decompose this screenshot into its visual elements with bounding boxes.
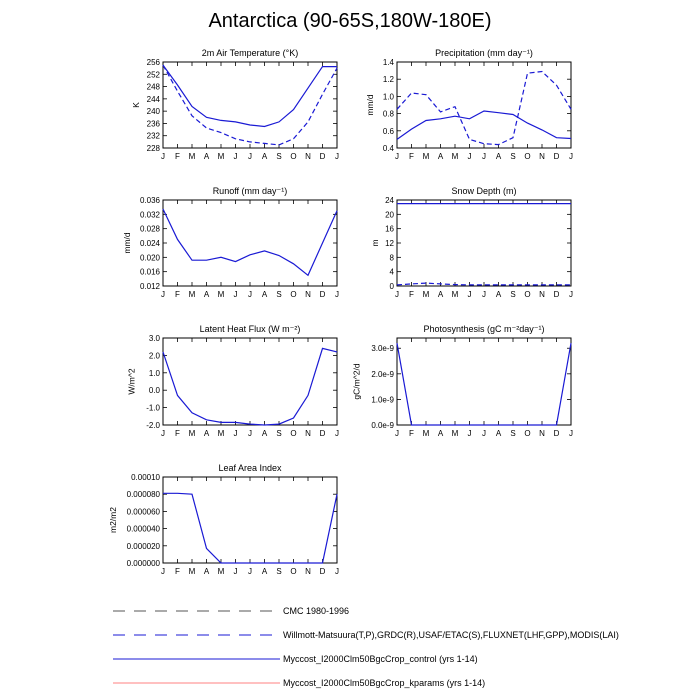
y-tick-label: 20 [385,210,394,220]
x-tick-label: F [409,152,414,161]
x-tick-label: D [319,567,326,576]
y-tick-label: 0.000080 [126,490,160,500]
y-tick-label: 4 [389,267,394,277]
y-tick-label: 0.020 [139,253,160,263]
x-tick-label: F [175,567,180,576]
x-tick-label: J [395,152,399,161]
x-tick-label: J [467,429,472,438]
y-tick-label: 12 [385,239,394,248]
x-tick-label: A [495,429,502,438]
x-tick-label: J [233,152,238,161]
x-tick-label: A [203,152,210,161]
x-tick-label: J [395,429,399,438]
legend [113,606,619,688]
x-tick-label: F [175,152,180,161]
y-axis-label: mm/d [365,94,376,116]
series-line-control [397,111,571,139]
y-axis-label: m2/m2 [108,507,119,533]
plot-frame [163,338,337,425]
x-tick-label: A [261,152,268,161]
series-line-control [163,493,337,563]
y-tick-label: 236 [146,119,160,129]
plot-frame [397,200,571,286]
x-tick-label: N [305,152,311,161]
chart-title: Photosynthesis (gC m⁻²day⁻¹) [423,324,545,334]
x-tick-label: J [467,152,472,161]
x-tick-label: J [335,152,339,161]
x-tick-label: S [276,567,282,576]
y-axis-label: K [131,102,142,108]
x-tick-label: M [422,429,430,438]
y-tick-label: 0.012 [139,282,160,291]
x-tick-label: M [188,429,196,438]
x-tick-label: S [510,152,516,161]
plot-frame [163,477,337,563]
x-tick-label: J [335,567,339,576]
x-tick-label: D [553,429,560,438]
x-tick-label: J [248,290,252,299]
y-axis-label: gC/m^2/d [351,363,362,400]
y-tick-label: 0.8 [382,109,394,119]
x-tick-label: N [539,152,545,161]
legend-label: Willmott-Matsuura(T,P),GRDC(R),USAF/ETAC(S),FLUXNET(LHF,GPP),MODIS(LAI) [283,630,619,640]
y-tick-label: 1.2 [382,75,394,85]
x-tick-label: A [437,152,444,161]
x-tick-label: J [161,152,165,161]
chart-title: Runoff (mm day⁻¹) [212,186,288,196]
x-tick-label: J [395,290,399,299]
chart-panel-4 [127,324,339,438]
y-tick-label: 2.0 [148,351,160,361]
x-tick-label: N [305,567,311,576]
x-tick-label: M [188,290,196,299]
series-line-observed [397,72,571,145]
y-tick-label: 240 [146,107,160,117]
y-tick-label: 232 [146,131,160,141]
series-line-control [163,348,337,425]
x-tick-label: A [261,290,268,299]
x-tick-label: O [524,429,531,438]
x-tick-label: A [437,290,444,299]
x-tick-label: J [467,290,472,299]
x-tick-label: S [510,290,516,299]
x-tick-label: J [233,567,238,576]
x-tick-label: D [553,152,560,161]
y-tick-label: 244 [146,94,160,104]
x-tick-label: A [203,429,210,438]
x-tick-label: J [161,429,165,438]
series-line-control [163,209,337,275]
x-tick-label: J [233,290,238,299]
chart-panel-3 [370,186,573,299]
x-tick-label: J [161,567,165,576]
x-tick-label: N [539,429,545,438]
x-tick-label: J [482,152,486,161]
y-tick-label: 0.036 [139,196,160,205]
y-tick-label: 228 [146,144,160,153]
x-tick-label: M [422,152,430,161]
chart-panel-1 [365,48,573,161]
plot-frame [163,62,337,148]
y-tick-label: 0.000060 [126,507,160,517]
y-tick-label: -1.0 [146,403,160,413]
x-tick-label: J [569,152,573,161]
y-tick-label: 16 [385,224,394,234]
page-title: Antarctica (90-65S,180W-180E) [208,10,492,32]
chart-title: Leaf Area Index [218,463,282,473]
x-tick-label: J [248,152,252,161]
x-tick-label: J [248,429,252,438]
y-tick-label: 0.024 [139,239,160,248]
series-line-observed [163,65,337,145]
x-tick-label: S [276,152,282,161]
x-tick-label: M [217,429,225,438]
plot-frame [163,200,337,286]
x-tick-label: N [539,290,545,299]
x-tick-label: M [188,152,196,161]
y-tick-label: 3.0 [148,334,160,343]
x-tick-label: M [451,290,459,299]
x-tick-label: D [553,290,560,299]
x-tick-label: N [305,429,311,438]
x-tick-label: A [437,429,444,438]
x-tick-label: O [290,290,297,299]
y-tick-label: 0.000000 [126,559,160,568]
x-tick-label: M [188,567,196,576]
x-tick-label: F [409,290,414,299]
y-tick-label: 1.4 [382,58,394,67]
x-tick-label: J [482,290,486,299]
x-tick-label: J [569,429,573,438]
x-tick-label: A [203,567,210,576]
x-tick-label: F [175,429,180,438]
chart-panel-2 [122,186,339,299]
x-tick-label: J [482,429,486,438]
x-tick-label: A [495,152,502,161]
chart-title: Snow Depth (m) [451,186,517,196]
x-tick-label: A [261,567,268,576]
x-tick-label: J [233,429,238,438]
chart-panel-0 [131,48,339,161]
plot-frame [397,338,571,425]
x-tick-label: M [422,290,430,299]
x-tick-label: M [217,152,225,161]
x-tick-label: S [276,290,282,299]
x-tick-label: N [305,290,311,299]
legend-label: CMC 1980-1996 [283,606,350,616]
chart-title: Latent Heat Flux (W m⁻²) [199,324,301,334]
x-tick-label: J [569,290,573,299]
x-tick-label: O [524,290,531,299]
legend-label: Myccost_I2000Clm50BgcCrop_kparams (yrs 1-14) [283,678,486,688]
y-tick-label: 3.0e-9 [371,344,394,354]
y-axis-label: m [369,239,380,247]
y-tick-label: 0.000020 [126,541,160,551]
chart-title: 2m Air Temperature (°K) [201,48,299,58]
y-tick-label: 0.016 [139,267,160,277]
x-tick-label: O [524,152,531,161]
y-tick-label: 0 [389,282,394,291]
y-tick-label: 0.000040 [126,524,160,534]
x-tick-label: M [217,290,225,299]
x-tick-label: A [261,429,268,438]
x-tick-label: J [335,290,339,299]
y-tick-label: 24 [385,196,394,205]
y-tick-label: 2.0e-9 [371,369,394,379]
x-tick-label: O [290,429,297,438]
chart-panel-5 [351,324,573,438]
y-tick-label: 8 [389,253,394,263]
y-tick-label: 248 [146,82,160,92]
x-tick-label: S [510,429,516,438]
x-tick-label: D [319,290,326,299]
y-tick-label: 0.4 [382,144,394,153]
x-tick-label: M [451,152,459,161]
y-tick-label: 0.6 [382,126,394,136]
chart-panel-6 [108,463,339,576]
x-tick-label: D [319,152,326,161]
series-line-control [397,343,571,425]
y-tick-label: -2.0 [146,421,160,430]
y-tick-label: 252 [146,70,160,80]
x-tick-label: M [451,429,459,438]
x-tick-label: F [175,290,180,299]
y-tick-label: 1.0 [148,368,160,378]
chart-title: Precipitation (mm day⁻¹) [435,48,533,58]
x-tick-label: O [290,152,297,161]
legend-label: Myccost_I2000Clm50BgcCrop_control (yrs 1-14) [283,654,478,664]
x-tick-label: D [319,429,326,438]
y-tick-label: 1.0 [382,92,394,102]
x-tick-label: J [335,429,339,438]
x-tick-label: S [276,429,282,438]
y-tick-label: 0.0 [148,386,160,396]
y-tick-label: 1.0e-9 [371,395,394,405]
y-axis-label: mm/d [122,232,132,254]
x-tick-label: M [217,567,225,576]
x-tick-label: F [409,429,414,438]
x-tick-label: O [290,567,297,576]
x-tick-label: A [203,290,210,299]
y-tick-label: 0.0e-9 [371,421,394,430]
y-axis-label: W/m^2 [126,368,137,395]
y-tick-label: 256 [146,58,160,67]
y-tick-label: 0.00010 [131,473,160,482]
x-tick-label: A [495,290,502,299]
x-tick-label: J [161,290,165,299]
x-tick-label: J [248,567,252,576]
y-tick-label: 0.028 [139,224,160,234]
y-tick-label: 0.032 [139,210,160,220]
